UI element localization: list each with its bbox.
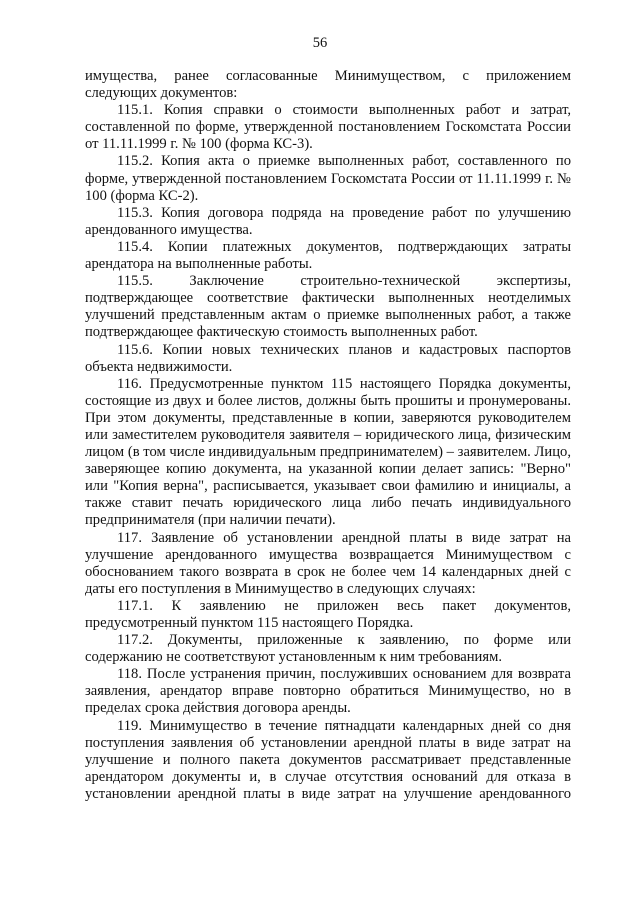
paragraph-119: 119. Минимущество в течение пятнадцати календарных дней со дня поступления заявления об установлении арендной платы в виде затрат на улучшение и полного пакета документов рассматривает представленные арендатором документы и, в случае отсутствия оснований для отказа в установлении арендной платы в виде затрат на улучшение арендованного <box>85 717 571 802</box>
paragraph-115-1: 115.1. Копия справки о стоимости выполненных работ и затрат, составленной по форме, утвержденной постановлением Госкомстата России от 11.11.1999 г. № 100 (форма КС-3). <box>85 102 571 153</box>
paragraph-115-6: 115.6. Копии новых технических планов и кадастровых паспортов объекта недвижимости. <box>85 341 571 375</box>
paragraph-115-3: 115.3. Копия договора подряда на проведение работ по улучшению арендованного имущества. <box>85 204 571 238</box>
paragraph-115-2: 115.2. Копия акта о приемке выполненных работ, составленного по форме, утвержденной постановлением Госкомстата России от 11.11.1999 г. № 100 (форма КС-2). <box>85 153 571 204</box>
document-body <box>85 68 571 803</box>
paragraph: имущества, ранее согласованные Минимуществом, с приложением следующих документов: <box>85 68 571 102</box>
paragraph-118: 118. После устранения причин, послуживших основанием для возврата заявления, арендатор вправе повторно обратиться Минимущество, но в пределах срока действия договора аренды. <box>85 666 571 717</box>
paragraph-117-2: 117.2. Документы, приложенные к заявлению, по форме или содержанию не соответствуют установленным к ним требованиям. <box>85 632 571 666</box>
page-number: 56 <box>312 35 328 51</box>
paragraph-117-1: 117.1. К заявлению не приложен весь пакет документов, предусмотренный пунктом 115 настоящего Порядка. <box>85 597 571 631</box>
paragraph-115-4: 115.4. Копии платежных документов, подтверждающих затраты арендатора на выполненные работы. <box>85 238 571 273</box>
paragraph-115-5: 115.5. Заключение строительно-технической экспертизы, подтверждающее соответствие фактически выполненных неотделимых улучшений представленным актам о приемке выполненных работ, а также подтверждающее фактическую стоимость выполненных работ. <box>85 273 571 341</box>
paragraph-117: 117. Заявление об установлении арендной платы в виде затрат на улучшение арендованного имущества возвращается Минимуществом с обоснованием такого возврата в срок не более чем 14 календарных дней с даты его поступления в Минимущество в следующих случаях: <box>85 529 571 597</box>
paragraph-116: 116. Предусмотренные пунктом 115 настоящего Порядка документы, состоящие из двух и более листов, должны быть прошиты и пронумерованы. При этом документы, представленные в копии, заверяются руководителем или заместителем руководителя заявителя – юридического лица, физическим лицом (в том числе индивидуальным предпринимателем) – заявителем. Лицо, заверяющее копию документа, на указанной копии делает запись: "Верно" или "Копия верна", расписывается, указывает свои фамилию и инициалы, а также ставит печать юридического лица либо печать индивидуального предпринимателя (при наличии печати). <box>85 375 571 529</box>
